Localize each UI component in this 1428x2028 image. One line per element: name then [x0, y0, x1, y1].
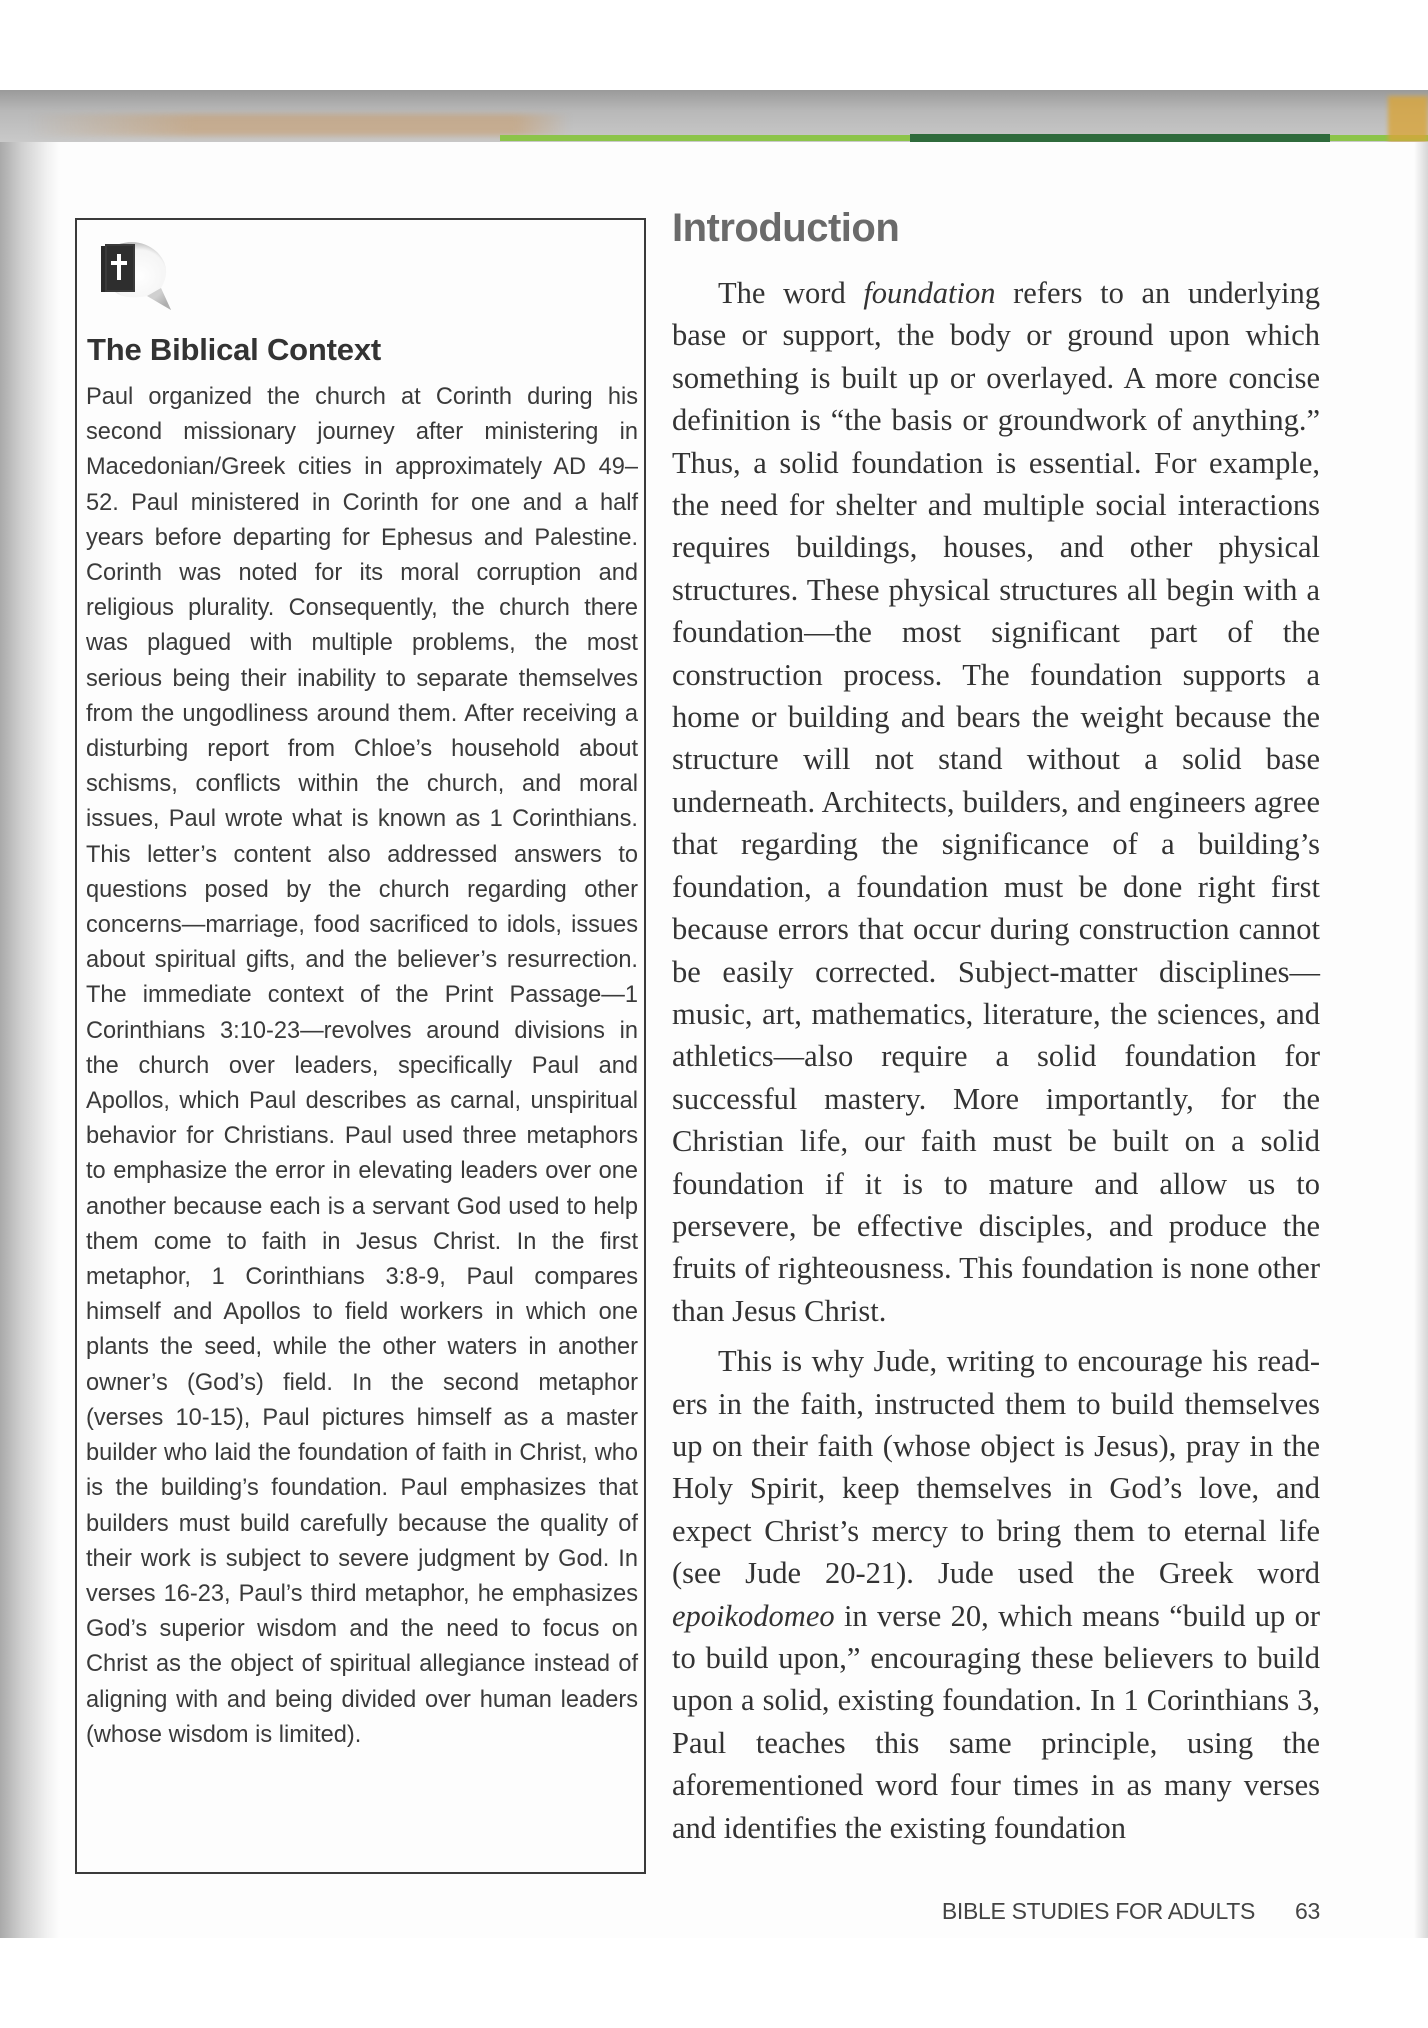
biblical-context-sidebar: [75, 218, 646, 1874]
sidebar-title: The Biblical Context: [87, 332, 381, 367]
paragraph-text: The word: [718, 276, 864, 310]
page-number: 63: [1295, 1898, 1320, 1924]
main-body-text: [672, 272, 1320, 1857]
scan-edge-tan-strip: [30, 114, 570, 136]
page-edge-shadow: [1414, 142, 1428, 1938]
scan-top-edge: [0, 90, 1428, 142]
page-footer: [942, 1898, 1320, 1925]
section-heading: Introduction: [672, 206, 900, 250]
paragraph-text: in verse 20, which means “build up or to build upon,” encouraging these believers to build upon a solid, existing foundation. In 1 Corinthians 3, Paul teaches this same principle, using the aforementioned word four times in as many verses and identifies the existing foundation: [672, 1598, 1320, 1845]
paragraph-text: refers to an underlying base or support, the body or ground upon which something is built up or overlayed. A more concise definition is “the basis or groundwork of anything.” Thus, a solid foundation is essential. For example, the need for shelter and multiple social interactions requires buildings, houses, and other physical structures. These physical structures all begin with a foundation—the most significant part of the construction process. The foundation supports a home or building and bears the weight because the structure will not stand without a solid base underneath. Architects, builders, and engineers agree that regarding the significance of a building’s foundation, a foundation must be done right first because errors that occur during construction cannot be easily corrected. Subject-matter disciplines—music, art, mathematics, literature, the sciences, and athletics—also require a solid foundation for successful mastery. More importantly, for the Christian life, our faith must be built on a solid foundation if it is to mature and allow us to persevere, be effective disciples, and produce the fruits of righteousness. This foundation is none other than Jesus Christ.: [672, 276, 1320, 1328]
page-gutter-shadow: [0, 142, 60, 1938]
paragraph-text: This is why Jude, writing to encourage his readers in the faith, instructed them to build themselves up on their faith (whose object is Jesus), pray in the Holy Spirit, keep themselves in God’s love, and expect Christ’s mercy to bring them to eternal life (see Jude 20-21). Jude used the Greek word: [672, 1344, 1320, 1591]
publication-title: BIBLE STUDIES FOR ADULTS: [941, 1898, 1256, 1924]
sidebar-body-text: Paul organized the church at Corinth during his second missionary journey after ministering in Macedonian/Greek cities in approximately AD 49–52. Paul ministered in Corinth for one and a half years before departing for Ephesus and Palestine. Corinth was noted for its moral corruption and religious plurality. Consequently, the church there was plagued with multiple problems, the most serious being their inability to separate themselves from the ungodliness around them. After receiving a disturbing report from Chloe’s household about schisms, conflicts within the church, and moral issues, Paul wrote what is known as 1 Corinthians. This letter’s content also addressed answers to questions posed by the church regarding other concerns—marriage, food sacrificed to idols, issues about spiritual gifts, and the believer’s resurrection. The immediate context of the Print Passage—1 Corinthians 3:10-23—revolves around divisions in the church over leaders, specifically Paul and Apollos, which Paul describes as carnal, unspiritual behavior for Christians. Paul used three metaphors to emphasize the error in elevating leaders over one another because each is a servant God used to help them come to faith in Jesus Christ. In the first metaphor, 1 Corinthians 3:8-9, Paul compares himself and Apollos to field workers in which one plants the seed, while the other waters in another owner’s (God’s) field. In the second metaphor (verses 10-15), Paul pictures himself as a master builder who laid the foundation of faith in Christ, who is the building’s foundation. Paul emphasizes that builders must build carefully because the quality of their work is subject to severe judgment by God. In verses 16-23, Paul’s third metaphor, he emphasizes God’s superior wisdom and the need to focus on Christ as the object of spiritual allegiance instead of aligning with and being divided over human leaders (whose wisdom is limited).: [86, 384, 638, 1748]
paragraph: [672, 272, 1320, 1332]
scan-edge-dark-green-strip: [910, 134, 1330, 142]
italic-term: foundation: [863, 276, 996, 310]
italic-term: epoikodomeo: [672, 1598, 835, 1633]
bible-speech-bubble-icon: [95, 238, 185, 318]
scan-edge-orange-corner: [1388, 96, 1428, 142]
paragraph: [672, 1340, 1320, 1849]
